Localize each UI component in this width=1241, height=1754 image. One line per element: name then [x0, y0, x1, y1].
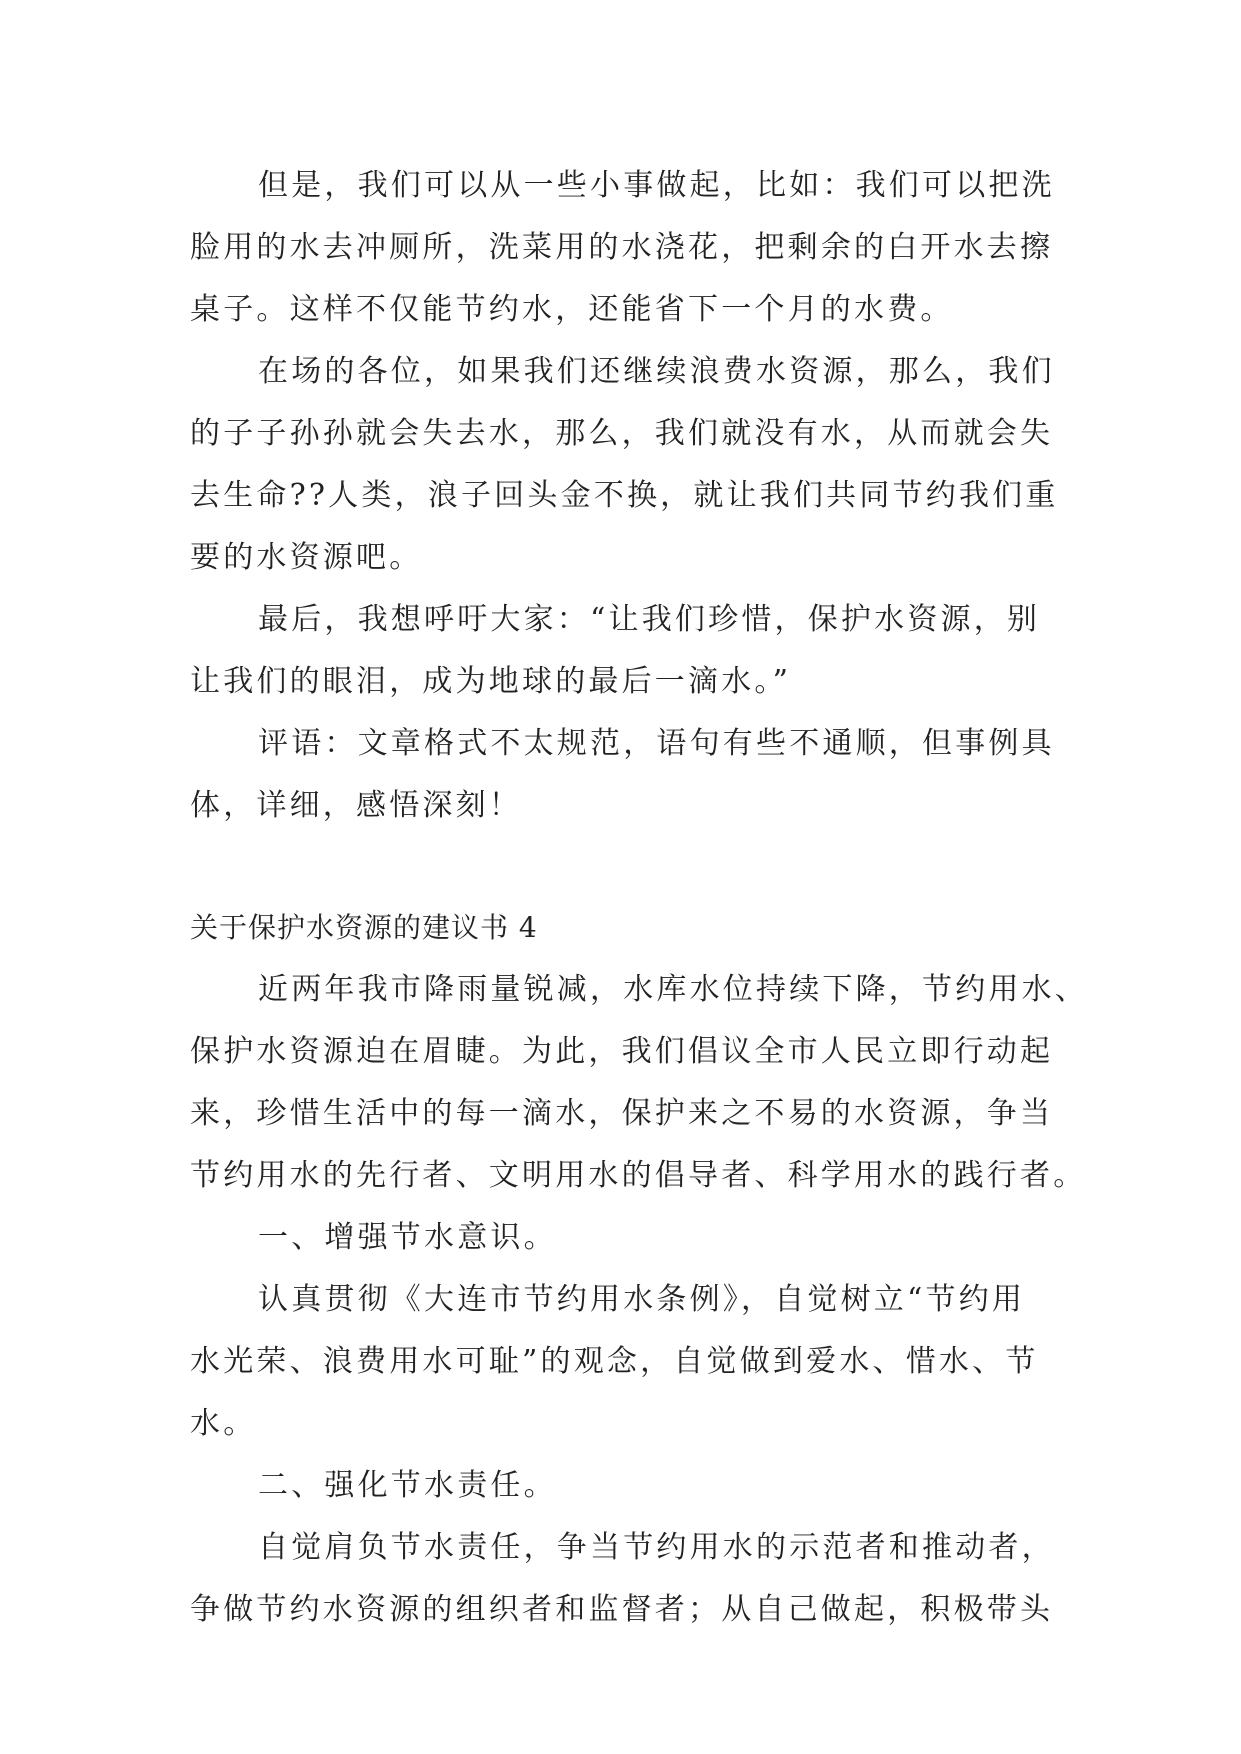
paragraph-line: 近两年我市降雨量锐减，水库水位持续下降，节约用水、 — [258, 972, 1088, 1007]
subheading: 二、强化节水责任。 — [258, 1468, 557, 1503]
paragraph-line: 最后，我想呼吁大家：“让我们珍惜，保护水资源，别 — [258, 602, 1041, 637]
paragraph-line: 让我们的眼泪，成为地球的最后一滴水。” — [190, 664, 792, 699]
paragraph-line: 但是，我们可以从一些小事做起，比如：我们可以把洗 — [258, 168, 1055, 203]
comment-line: 评语：文章格式不太规范，语句有些不通顺，但事例具 — [258, 726, 1055, 761]
paragraph-line: 自觉肩负节水责任，争当节约用水的示范者和推动者， — [258, 1530, 1055, 1565]
comment-line: 体，详细，感悟深刻！ — [190, 788, 522, 823]
paragraph-line: 争做节约水资源的组织者和监督者；从自己做起，积极带头 — [190, 1592, 1054, 1627]
paragraph-line: 去生命??人类，浪子回头金不换，就让我们共同节约我们重 — [190, 478, 1059, 513]
paragraph-line: 保护水资源迫在眉睫。为此，我们倡议全市人民立即行动起 — [190, 1034, 1054, 1069]
paragraph-line: 认真贯彻《大连市节约用水条例》，自觉树立“节约用 — [258, 1282, 1026, 1317]
paragraph-line: 在场的各位，如果我们还继续浪费水资源，那么，我们 — [258, 354, 1055, 389]
paragraph-line: 水。 — [190, 1406, 257, 1441]
paragraph-line: 脸用的水去冲厕所，洗菜用的水浇花，把剩余的白开水去擦 — [190, 230, 1054, 265]
paragraph-line: 的子子孙孙就会失去水，那么，我们就没有水，从而就会失 — [190, 416, 1054, 451]
paragraph-line: 节约用水的先行者、文明用水的倡导者、科学用水的践行者。 — [190, 1158, 1087, 1193]
paragraph-line: 桌子。这样不仅能节约水，还能省下一个月的水费。 — [190, 292, 954, 327]
paragraph-line: 水光荣、浪费用水可耻”的观念，自觉做到爱水、惜水、节 — [190, 1344, 1039, 1379]
section-heading: 关于保护水资源的建议书 4 — [190, 911, 538, 944]
subheading: 一、增强节水意识。 — [258, 1220, 557, 1255]
paragraph-line: 来，珍惜生活中的每一滴水，保护来之不易的水资源，争当 — [190, 1096, 1054, 1131]
paragraph-line: 要的水资源吧。 — [190, 540, 423, 575]
